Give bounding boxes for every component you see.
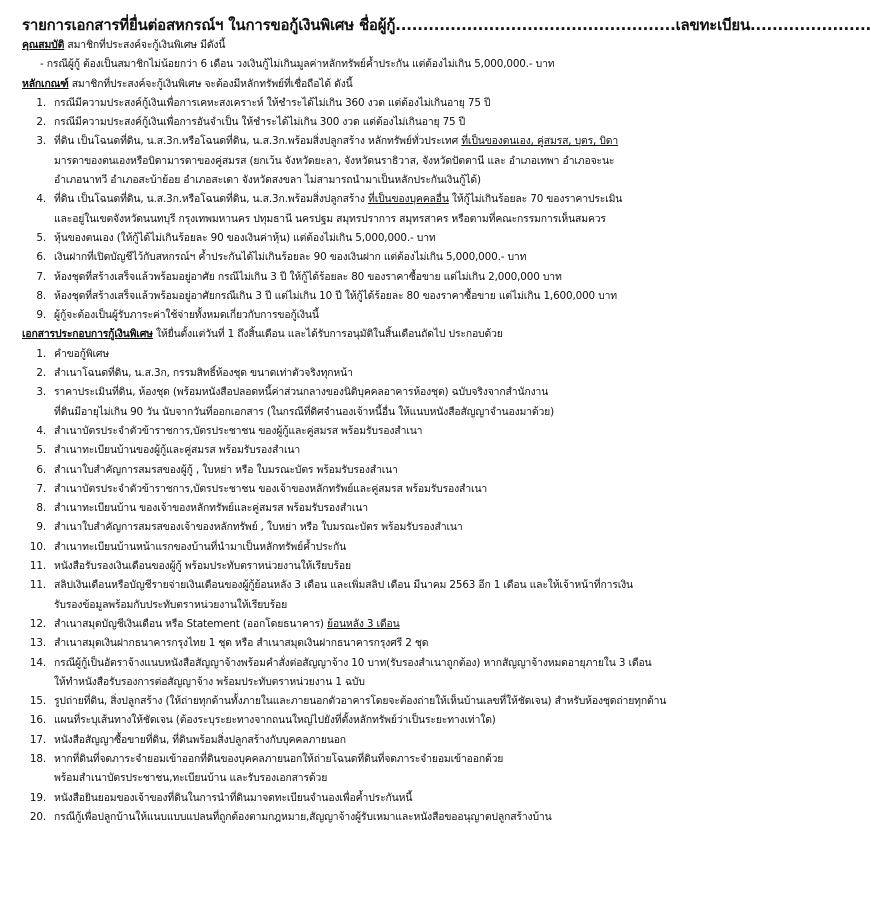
documents-text: ให้ยื่นตั้งแต่วันที่ 1 ถึงสิ้นเดือน และได้รับการอนุมัติในสิ้นเดือนถัดไป ประกอบด้วย: [152, 328, 503, 341]
item-text-underlined: ย้อนหลัง 3 เดือน: [326, 617, 400, 630]
item-number: 9.: [36, 309, 46, 322]
item-text: หนังสือรับรองเงินเดือนของผู้กู้ พร้อมประทับตราหน่วยงานให้เรียบร้อย: [54, 560, 351, 573]
item-text: [54, 132, 618, 151]
item-number: 11.: [29, 579, 46, 592]
list-item: [22, 287, 750, 306]
item-text: [54, 615, 400, 634]
list-item: [22, 383, 750, 402]
item-text-underlined: ที่เป็นของบุคคลอื่น: [368, 193, 449, 206]
list-item: [22, 422, 750, 441]
item-text: สำเนาทะเบียนบ้านหน้าแรกของบ้านที่นำมาเป็นหลักทรัพย์ค้ำประกัน: [54, 540, 347, 553]
item-text: สลิปเงินเดือนหรือบัญชีรายจ่ายเงินเดือนของผู้กู้ย้อนหลัง 3 เดือน และเพิ่มสลิป เดือน มีนาคม 2563 อีก 1 เดือน และให้เจ้าหน้าที่การเงิน: [54, 579, 634, 592]
item-number: 18.: [29, 752, 46, 765]
item-text: คำขอกู้พิเศษ: [54, 347, 110, 360]
item-number: 15.: [29, 695, 46, 708]
item-text-post: ให้กู้ไม่เกินร้อยละ 70 ของราคาประเมิน: [448, 193, 623, 206]
page-title: รายการเอกสารที่ยื่นต่อสหกรณ์ฯ ในการขอกู้เงินพิเศษ ชื่อผู้กู้...................................................เลขทะเบียน......................: [22, 16, 871, 34]
item-number: 8.: [36, 502, 46, 515]
documents-list: [22, 345, 750, 827]
list-item: [22, 94, 750, 113]
item-text: เงินฝากที่เปิดบัญชีไว้กับสหกรณ์ฯ ค้ำประกันได้ไม่เกินร้อยละ 90 ของเงินฝาก แต่ต้องไม่เกิน 5,000,000.- บาท: [54, 251, 527, 264]
item-text: หากที่ดินที่จดภาระจำยอมเข้าออกที่ดินของบุคคลภายนอกให้ถ่ายโฉนดที่ดินที่จดภาระจำยอมเข้าออกด้วย: [54, 752, 504, 765]
list-item: [22, 576, 750, 595]
list-item: [22, 808, 750, 827]
list-item: [22, 615, 750, 634]
item-text: กรณีมีความประสงค์กู้เงินเพื่อการอันจำเป็น ให้ชำระได้ไม่เกิน 300 งวด แต่ต้องไม่เกินอายุ 75 ปี: [54, 116, 466, 129]
list-item: [22, 731, 750, 750]
criteria-text: สมาชิกที่ประสงค์จะกู้เงินพิเศษ จะต้องมีหลักทรัพย์ที่เชื่อถือได้ ดังนี้: [68, 77, 353, 90]
qualification-heading: คุณสมบัติ: [22, 39, 65, 51]
item-number: 17.: [29, 733, 46, 746]
item-continuation: พร้อมสำเนาบัตรประชาชน,ทะเบียนบ้าน และรับรองเอกสารด้วย: [54, 772, 328, 785]
item-number: 3.: [36, 135, 46, 148]
list-item: [22, 248, 750, 267]
item-text: ห้องชุดที่สร้างเสร็จแล้วพร้อมอยู่อาศัยกรณีเกิน 3 ปี แต่ไม่เกิน 10 ปี ให้กู้ได้ร้อยละ 80 ของราคาซื้อขาย แต่ไม่เกิน 1,600,000 บาท: [54, 289, 617, 302]
item-text: สำเนาทะเบียนบ้าน ของเจ้าของหลักทรัพย์และคู่สมรส พร้อมรับรองสำเนา: [54, 502, 368, 515]
item-number: 5.: [36, 444, 46, 457]
item-continuation: ให้ทำหนังสือรับรองการต่อสัญญาจ้าง พร้อมประทับตราหน่วยงาน 1 ฉบับ: [54, 675, 365, 688]
item-text: [54, 190, 622, 209]
item-text: สำเนาใบสำคัญการสมรสของเจ้าของหลักทรัพย์ , ใบหย่า หรือ ใบมรณะบัตร พร้อมรับรองสำเนา: [54, 521, 463, 534]
item-text: สำเนาบัตรประจำตัวข้าราชการ,บัตรประชาชน ของผู้กู้และคู่สมรส พร้อมรับรองสำเนา: [54, 424, 423, 437]
item-number: 4.: [36, 193, 46, 206]
item-continuation: และอยู่ในเขตจังหวัดนนทบุรี กรุงเทพมหานคร ปทุมธานี นครปฐม สมุทรปราการ สมุทรสาคร หรือตามที่คณะกรรมการเห็นสมควร: [54, 212, 606, 225]
item-continuation: ที่ดินมีอายุไม่เกิน 90 วัน นับจากวันที่ออกเอกสาร (ในกรณีที่ดิศจำนองเจ้าหนี้อื่น ให้แนบหนังสือสัญญาจำนองมาด้วย): [54, 405, 555, 418]
list-item: [22, 692, 750, 711]
item-number: 6.: [36, 463, 46, 476]
list-item: [22, 345, 750, 364]
item-number: 2.: [36, 367, 46, 380]
list-item: [22, 306, 750, 325]
list-item: [22, 654, 750, 673]
item-text: แผนที่ระบุเส้นทางให้ชัดเจน (ต้องระบุระยะทางจากถนนใหญ่ไปยังที่ตั้งหลักทรัพย์ว่าเป็นระยะทางเท่าใด): [54, 714, 496, 727]
item-text: สำเนาใบสำคัญการสมรสของผู้กู้ , ใบหย่า หรือ ใบมรณะบัตร พร้อมรับรองสำเนา: [54, 463, 398, 476]
item-number: 9.: [36, 521, 46, 534]
item-number: 16.: [29, 714, 46, 727]
list-item: [22, 461, 750, 480]
item-number: 20.: [29, 810, 46, 823]
item-continuation: มารดาของตนเองหรือบิดามารดาของคู่สมรส (ยกเว้น จังหวัดยะลา, จังหวัดนราธิวาส, จังหวัดปัตตานี และ อำเภอเทพา อำเภอจะนะ: [54, 154, 615, 167]
list-item: [22, 538, 750, 557]
item-number: 12.: [29, 617, 46, 630]
item-number: 7.: [36, 270, 46, 283]
item-text: กรณีมีความประสงค์กู้เงินเพื่อการเคหะสงเคราะห์ ให้ชำระได้ไม่เกิน 360 งวด แต่ต้องไม่เกินอายุ 75 ปี: [54, 96, 491, 109]
item-number: 8.: [36, 289, 46, 302]
item-text: ราคาประเมินที่ดิน, ห้องชุด (พร้อมหนังสือปลอดหนี้ค่าส่วนกลางของนิติบุคคลอาคารห้องชุด) ฉบับจริงจากสำนักงาน: [54, 386, 549, 399]
list-item: [22, 113, 750, 132]
list-item: [22, 789, 750, 808]
item-number: 1.: [36, 96, 46, 109]
item-text: ผู้กู้จะต้องเป็นผู้รับภาระค่าใช้จ่ายทั้งหมดเกี่ยวกับการขอกู้เงินนี้: [54, 309, 319, 322]
item-number: 7.: [36, 482, 46, 495]
item-text-pre: ที่ดิน เป็นโฉนดที่ดิน, น.ส.3ก.หรือโฉนดที่ดิน, น.ส.3ก.พร้อมสิ่งปลูกสร้าง: [54, 193, 368, 206]
list-item: [22, 229, 750, 248]
list-item: [22, 557, 750, 576]
qualification-item: - กรณีผู้กู้ ต้องเป็นสมาชิกไม่น้อยกว่า 6 เดือน วงเงินกู้ไม่เกินมูลค่าหลักทรัพย์ค้ำประกัน แต่ต้องไม่เกิน 5,000,000.- บาท: [40, 58, 555, 71]
item-text: กรณีผู้กู้เป็นอัตราจ้างแนบหนังสือสัญญาจ้างพร้อมคำสั่งต่อสัญญาจ้าง 10 บาท(รับรองสำเนาถูกต้อง) หากสัญญาจ้างหมดอายุภายใน 3 เดือน: [54, 656, 652, 669]
item-text: รูปถ่ายที่ดิน, สิ่งปลูกสร้าง (ให้ถ่ายทุกด้านทั้งภายในและภายนอกตัวอาคารโดยจะต้องถ่ายให้เห็นบ้านเลขที่ให้ชัดเจน) สำหรับห้องชุดถ่ายทุกด้าน: [54, 695, 667, 708]
item-number: 2.: [36, 116, 46, 129]
item-text: หนังสือยินยอมของเจ้าของที่ดินในการนำที่ดินมาจดทะเบียนจำนองเพื่อค้ำประกันหนี้: [54, 791, 413, 804]
list-item: [22, 750, 750, 769]
item-continuation: อำเภอนาทวี อำเภอสะบ้าย้อย อำเภอสะเดา จังหวัดสงขลา ไม่สามารถนำมาเป็นหลักประกันเงินกู้ได้): [54, 174, 481, 187]
qualification-text: สมาชิกที่ประสงค์จะกู้เงินพิเศษ มีดังนี้: [64, 39, 226, 51]
criteria-list: [22, 94, 750, 326]
item-continuation: รับรองข้อมูลพร้อมกับประทับตราหน่วยงานให้เรียบร้อย: [54, 598, 288, 611]
item-number: 5.: [36, 231, 46, 244]
item-text-pre: ที่ดิน เป็นโฉนดที่ดิน, น.ส.3ก.หรือโฉนดที่ดิน, น.ส.3ก.พร้อมสิ่งปลูกสร้าง หลักทรัพย์ทั่วประเทศ: [54, 135, 462, 148]
item-number: 1.: [36, 347, 46, 360]
item-number: 6.: [36, 251, 46, 264]
list-item: [22, 499, 750, 518]
item-text: สำเนาบัตรประจำตัวข้าราชการ,บัตรประชาชน ของเจ้าของหลักทรัพย์และคู่สมรส พร้อมรับรองสำเนา: [54, 482, 488, 495]
list-item: [22, 480, 750, 499]
list-item: [22, 711, 750, 730]
item-text: ห้องชุดที่สร้างเสร็จแล้วพร้อมอยู่อาศัย กรณีไม่เกิน 3 ปี ให้กู้ได้ร้อยละ 80 ของราคาซื้อขาย แต่ไม่เกิน 2,000,000 บาท: [54, 270, 562, 283]
item-number: 10.: [29, 540, 46, 553]
list-item: [22, 441, 750, 460]
item-number: 19.: [29, 791, 46, 804]
documents-heading: เอกสารประกอบการกู้เงินพิเศษ: [22, 328, 153, 341]
item-number: 11.: [29, 560, 46, 573]
list-item: [22, 132, 750, 151]
item-text: สำเนาสมุดเงินฝากธนาคารกรุงไทย 1 ชุด หรือ สำเนาสมุดเงินฝากธนาคารกรุงศรี 2 ชุด: [54, 637, 429, 650]
list-item: [22, 634, 750, 653]
criteria-heading: หลักเกณฑ์: [22, 77, 69, 90]
item-text: สำเนาโฉนดที่ดิน, น.ส.3ก, กรรมสิทธิ์ห้องชุด ขนาดเท่าตัวจริงทุกหน้า: [54, 367, 353, 380]
item-number: 4.: [36, 424, 46, 437]
item-text: กรณีกู้เพื่อปลูกบ้านให้แนบแบบแปลนที่ถูกต้องตามกฎหมาย,สัญญาจ้างผู้รับเหมาและหนังสือขออนุญาตปลูกสร้างบ้าน: [54, 810, 552, 823]
list-item: [22, 364, 750, 383]
qualification-heading-line: [22, 36, 750, 55]
item-number: 13.: [29, 637, 46, 650]
item-text: หนังสือสัญญาซื้อขายที่ดิน, ที่ดินพร้อมสิ่งปลูกสร้างกับบุคคลภายนอก: [54, 733, 346, 746]
item-text: สำเนาทะเบียนบ้านของผู้กู้และคู่สมรส พร้อมรับรองสำเนา: [54, 444, 301, 457]
criteria-heading-line: [22, 75, 750, 94]
documents-heading-line: [22, 325, 750, 344]
item-text-pre: สำเนาสมุดบัญชีเงินเดือน หรือ Statement (ออกโดยธนาคาร): [54, 617, 327, 630]
item-text: หุ้นของตนเอง (ให้กู้ได้ไม่เกินร้อยละ 90 ของเงินค่าหุ้น) แต่ต้องไม่เกิน 5,000,000.- บาท: [54, 231, 436, 244]
item-number: 14.: [29, 656, 46, 669]
item-number: 3.: [36, 386, 46, 399]
list-item: [22, 268, 750, 287]
item-text-underlined: ที่เป็นของตนเอง, คู่สมรส, บุตร, บิดา: [461, 135, 619, 148]
list-item: [22, 190, 750, 209]
list-item: [22, 518, 750, 537]
